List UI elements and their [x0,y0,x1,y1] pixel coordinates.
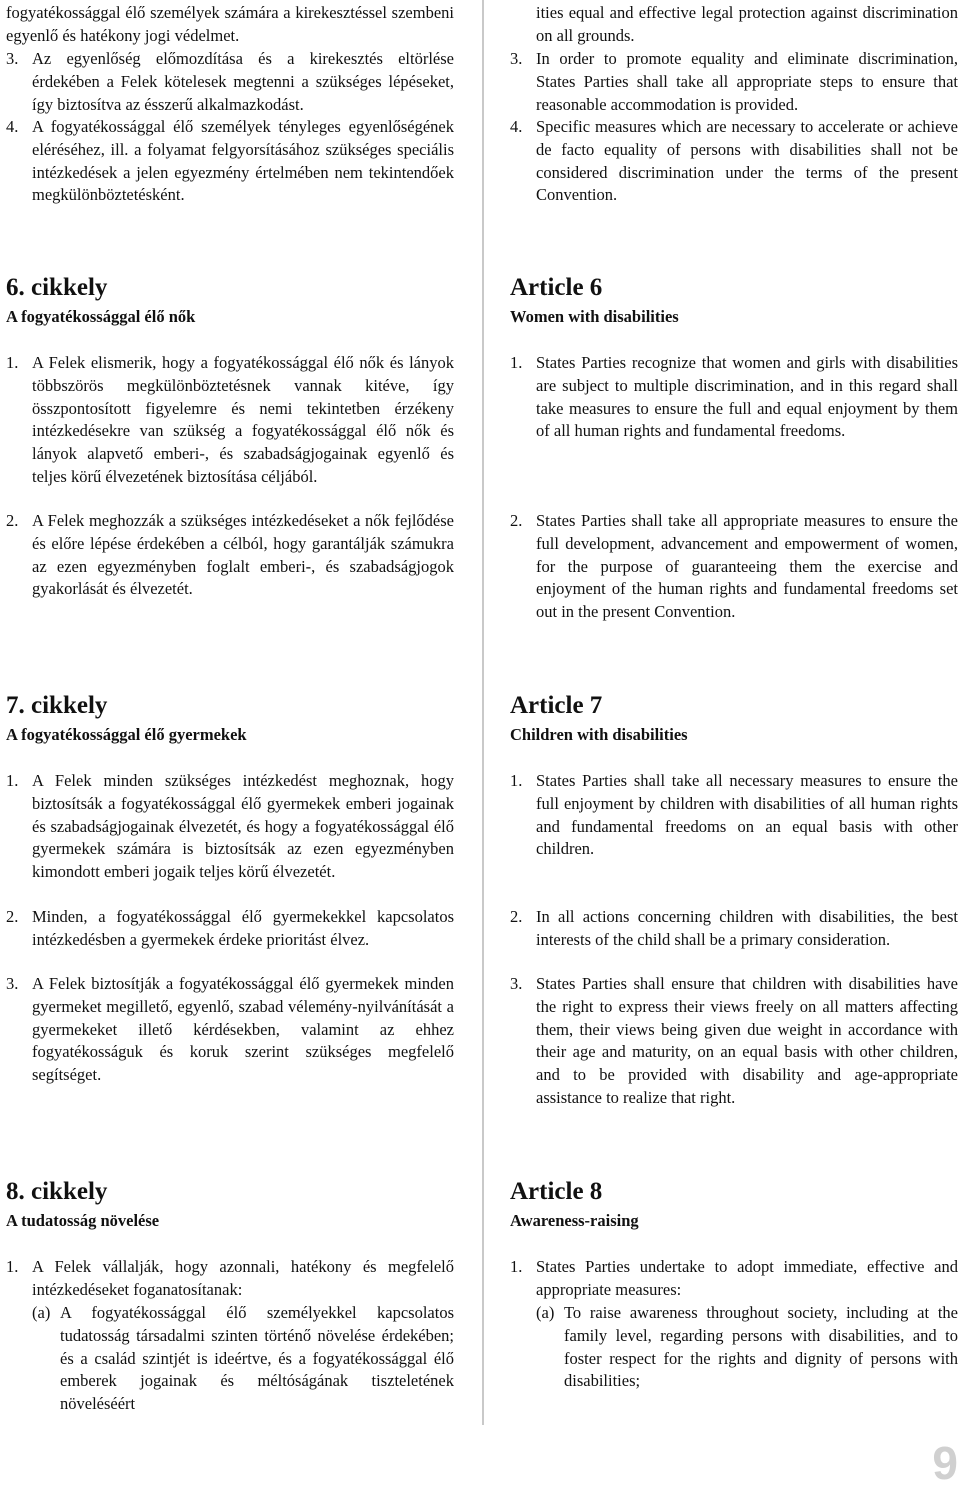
article-8-paragraph-1 [510,1256,958,1302]
article-8-heading: 8. cikkely [6,1178,108,1205]
article-8-title: Awareness-raising [510,1211,639,1230]
article-8-subitem-a [510,1302,958,1393]
article-7-paragraph-1 [510,770,958,861]
paragraph-3 [6,48,454,116]
paragraph-number: 3. [510,49,523,68]
subitem-label: (a) [536,1303,555,1322]
paragraph-text: A Felek meghozzák a szükséges intézkedéseket a nők fejlődése és előre lépése érdekében a célból, hogy garantálják számukra az ezen egyezményben foglalt emberi-, és szabadságjogok gyakorlását és élvezetét. [32,511,454,599]
article-7-heading: Article 7 [510,692,603,719]
paragraph-text: States Parties undertake to adopt immediate, effective and appropriate measures: [536,1257,958,1299]
article-8-paragraph-1 [6,1256,454,1302]
paragraph-number: 1. [6,771,19,790]
paragraph-text: States Parties recognize that women and girls with disabilities are subject to multiple discrimination, and in this regard shall take measures to ensure the full and equal enjoyment by them of all human rights and fundamental freedoms. [536,353,958,441]
paragraph-number: 3. [6,49,19,68]
paragraph-text: Minden, a fogyatékossággal élő gyermekekkel kapcsolatos intézkedésben a gyermekek érdeke prioritást élvez. [32,907,454,949]
paragraph-number: 4. [510,117,523,136]
article-7-title: A fogyatékossággal élő gyermekek [6,725,247,744]
article-6-paragraph-2 [6,510,454,601]
article-7-paragraph-2 [510,906,958,952]
column-divider [482,0,484,1425]
paragraph-number: 2. [510,511,523,530]
paragraph-text: States Parties shall take all necessary measures to ensure the full enjoyment by children with disabilities of all human rights and fundamental freedoms on an equal basis with other children. [536,771,958,859]
article-8-title: A tudatosság növelése [6,1211,160,1230]
article-8-subitem-a [6,1302,454,1416]
paragraph-number: 3. [510,974,523,993]
article-7-paragraph-3 [510,973,958,1110]
paragraph-number: 1. [510,1257,523,1276]
paragraph-text: In order to promote equality and eliminate discrimination, States Parties shall take all appropriate steps to ensure that reasonable accommodation is provided. [536,49,958,114]
article-7-heading: 7. cikkely [6,692,108,719]
paragraph-text: A fogyatékossággal élő személyek tényleges egyenlőségének eléréséhez, ill. a folyamat felgyorsításához szükséges speciális intézkedések a jelen egyezmény értelmében nem tekintendőek megkülönböztetésként. [32,117,454,205]
article-6-title: Women with disabilities [510,307,679,326]
paragraph-text: A Felek minden szükséges intézkedést meghoznak, hogy biztosítsák a fogyatékossággal élő gyermekek emberi jogainak és szabadságjogainak élvezetét, és hogy a fogyatékossággal élő gyermekek számára is biztosítsák az ezen egyezményben kimondott emberi jogaik teljes körű élvezetét. [32,771,454,882]
paragraph-number: 1. [510,771,523,790]
article-6-paragraph-1 [6,352,454,489]
article-7-paragraph-2 [6,906,454,952]
paragraph-number: 1. [6,1257,19,1276]
article-6-heading: 6. cikkely [6,274,108,301]
paragraph-text: States Parties shall ensure that children with disabilities have the right to express their views freely on all matters affecting them, their views being given due weight in accordance with their age and maturity, on an equal basis with other children, and to be provided with disability and age-appropriate assistance to realize that right. [536,974,958,1107]
paragraph-number: 2. [510,907,523,926]
paragraph-text: A Felek vállalják, hogy azonnali, hatékony és megfelelő intézkedéseket foganatosítanak: [32,1257,454,1299]
article-6-paragraph-1 [510,352,958,443]
article-6-title: A fogyatékossággal élő nők [6,307,196,326]
paragraph-text: A Felek elismerik, hogy a fogyatékossággal élő nők és lányok többszörös megkülönböztetésnek vannak kitéve, így összpontosított figyelemre és nemi tekintetben érzékeny intézkedésekre van szükség a fogyatékossággal élő nők és lányok alapvető emberi-, és szabadságjogainak egyenlő és teljes körű élvezetének biztosítása céljából. [32,353,454,486]
article-8-heading: Article 8 [510,1178,603,1205]
paragraph-text: A Felek biztosítják a fogyatékossággal élő gyermekek minden gyermeket megillető, egyenlő, szabad vélemény-nyilvánítását a gyermekeket illető kérdésekben, valamint az ehhez fogyatékosságuk és koruk szerint szükséges megfelelő segítséget. [32,974,454,1085]
page-number: 9 [932,1437,958,1489]
continued-paragraph: fogyatékossággal élő személyek számára a kirekesztéssel szembeni egyenlő és hatékony jogi védelmet. [6,3,454,45]
paragraph-number: 1. [510,353,523,372]
paragraph-text: Az egyenlőség előmozdítása és a kirekesztés eltörlése érdekében a Felek kötelesek megtenni a szükséges lépéseket, így biztosítva az ésszerű alkalmazkodást. [32,49,454,114]
paragraph-text: In all actions concerning children with disabilities, the best interests of the child shall be a primary consideration. [536,907,958,949]
continued-paragraph: ities equal and effective legal protection against discrimination on all grounds. [536,3,958,45]
article-7-paragraph-1 [6,770,454,884]
subitem-text: A fogyatékossággal élő személyekkel kapcsolatos tudatosság társadalmi szinten történő növelése érdekében; és a család szintjét is ideértve, és a fogyatékossággal élő emberek jogainak és méltóságának tiszteletének növeléséért [60,1303,454,1414]
paragraph-3 [510,48,958,116]
article-7-paragraph-3 [6,973,454,1087]
paragraph-text: Specific measures which are necessary to accelerate or achieve de facto equality of persons with disabilities shall not be considered discrimination under the terms of the present Convention. [536,117,958,205]
subitem-text: To raise awareness throughout society, including at the family level, regarding persons with disabilities, and to foster respect for the rights and dignity of persons with disabilities; [564,1303,958,1391]
paragraph-number: 2. [6,511,19,530]
article-6-paragraph-2 [510,510,958,624]
paragraph-number: 3. [6,974,19,993]
paragraph-4 [6,116,454,207]
article-7-title: Children with disabilities [510,725,688,744]
article-6-heading: Article 6 [510,274,603,301]
paragraph-number: 2. [6,907,19,926]
paragraph-text: States Parties shall take all appropriate measures to ensure the full development, advancement and empowerment of women, for the purpose of guaranteeing them the exercise and enjoyment of the human rights and fundamental freedoms set out in the present Convention. [536,511,958,622]
paragraph-4 [510,116,958,207]
paragraph-number: 4. [6,117,19,136]
paragraph-number: 1. [6,353,19,372]
subitem-label: (a) [32,1303,51,1322]
